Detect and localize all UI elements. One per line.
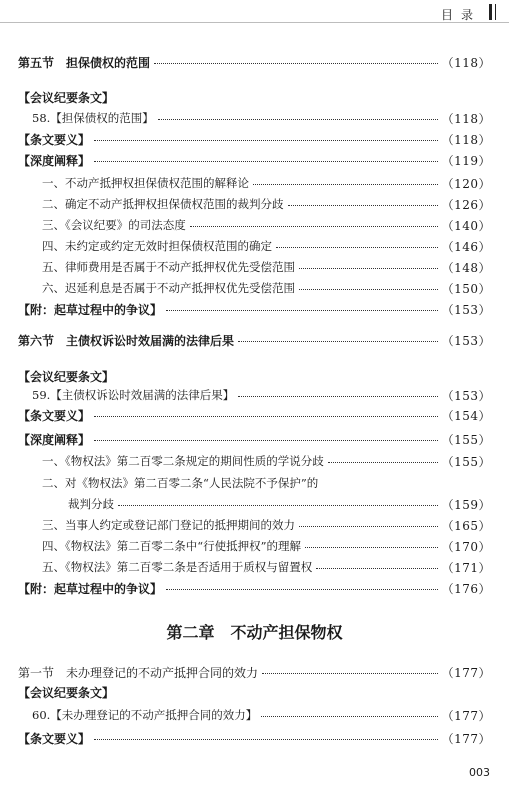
toc-entry[interactable] bbox=[18, 429, 491, 449]
toc-entry-page: （165） bbox=[441, 518, 491, 533]
toc-entry-page: （155） bbox=[441, 454, 491, 469]
toc-entry-title: 【深度阐释】 bbox=[18, 153, 91, 168]
toc-entry-title: 二、确定不动产抵押权担保债权范围的裁判分歧 bbox=[42, 197, 284, 211]
toc-entry-title: 58.【担保债权的范围】 bbox=[32, 111, 154, 125]
header-thick-bar bbox=[489, 4, 492, 20]
dot-leader bbox=[299, 289, 438, 290]
dot-leader bbox=[238, 396, 437, 397]
toc-entry[interactable] bbox=[18, 194, 491, 214]
toc-entry-title: 【条文要义】 bbox=[18, 408, 91, 423]
toc-entry[interactable] bbox=[18, 129, 491, 149]
toc-entry-page: （159） bbox=[441, 497, 491, 512]
toc-entry-page: （148） bbox=[441, 260, 491, 275]
dot-leader bbox=[166, 589, 438, 590]
toc-entry[interactable] bbox=[18, 494, 491, 514]
dot-leader bbox=[190, 226, 438, 227]
dot-leader bbox=[118, 505, 438, 506]
toc-entry-title: 【深度阐释】 bbox=[18, 432, 91, 447]
toc-entry[interactable] bbox=[18, 578, 491, 598]
chapter-number: 第二章 bbox=[166, 623, 215, 642]
toc-entry-page: （153） bbox=[441, 302, 491, 317]
toc-entry-title: 【条文要义】 bbox=[18, 132, 91, 147]
dot-leader bbox=[305, 547, 438, 548]
toc-entry-page: （176） bbox=[441, 581, 491, 596]
toc-entry[interactable] bbox=[18, 515, 491, 535]
toc-entry[interactable] bbox=[18, 705, 491, 725]
toc-entry-title: 二、对《物权法》第二百零二条“人民法院不予保护”的 bbox=[42, 476, 319, 490]
toc-entry-title: 【附：起草过程中的争议】 bbox=[18, 581, 163, 596]
toc-entry[interactable] bbox=[18, 473, 491, 493]
dot-leader bbox=[94, 739, 438, 740]
dot-leader bbox=[94, 416, 438, 417]
toc-entry-page: （177） bbox=[441, 731, 491, 746]
toc-entry[interactable] bbox=[18, 728, 491, 748]
dot-leader bbox=[262, 673, 438, 674]
toc-entry-title: 一、不动产抵押权担保债权范围的解释论 bbox=[42, 176, 249, 190]
toc-entry-page: （118） bbox=[441, 111, 491, 126]
dot-leader bbox=[288, 205, 438, 206]
toc-entry-title: 五、《物权法》第二百零二条是否适用于质权与留置权 bbox=[42, 560, 313, 574]
header-thin-bar bbox=[495, 4, 496, 20]
toc-entry-page: （177） bbox=[441, 665, 491, 680]
dot-leader bbox=[94, 140, 438, 141]
toc-entry[interactable] bbox=[18, 52, 491, 72]
toc-entry-page: （154） bbox=[441, 408, 491, 423]
dot-leader bbox=[154, 63, 438, 64]
toc-entry-page: （146） bbox=[441, 239, 491, 254]
toc-entry[interactable] bbox=[18, 150, 491, 170]
toc-entry[interactable] bbox=[18, 173, 491, 193]
toc-entry-title: 【会议纪要条文】 bbox=[18, 369, 115, 384]
toc-entry-page: （153） bbox=[441, 333, 491, 348]
toc-entry-title: 第五节 担保债权的范围 bbox=[18, 55, 151, 70]
dot-leader bbox=[316, 568, 437, 569]
toc-entry-page: （153） bbox=[441, 388, 491, 403]
chapter-title: 不动产担保物权 bbox=[230, 623, 343, 642]
toc-entry-page: （170） bbox=[441, 539, 491, 554]
toc-entry[interactable] bbox=[18, 108, 491, 128]
toc-entry[interactable] bbox=[18, 662, 491, 682]
dot-leader bbox=[166, 310, 438, 311]
dot-leader bbox=[276, 247, 438, 248]
dot-leader bbox=[238, 341, 438, 342]
toc-entry[interactable] bbox=[18, 87, 491, 107]
toc-entry-page: （140） bbox=[441, 218, 491, 233]
header-label: 目录 bbox=[440, 8, 481, 22]
toc-entry-title: 五、律师费用是否属于不动产抵押权优先受偿范围 bbox=[42, 260, 295, 274]
toc-entry-page: （155） bbox=[441, 432, 491, 447]
toc-entry-page: （119） bbox=[441, 153, 491, 168]
dot-leader bbox=[299, 526, 438, 527]
toc-entry[interactable] bbox=[18, 682, 491, 702]
toc-entry-title: 四、《物权法》第二百零二条中“行使抵押权”的理解 bbox=[42, 539, 302, 553]
toc-entry[interactable] bbox=[18, 557, 491, 577]
dot-leader bbox=[253, 184, 438, 185]
toc-entry[interactable] bbox=[18, 236, 491, 256]
toc-entry-title: 59.【主债权诉讼时效届满的法律后果】 bbox=[32, 388, 235, 402]
toc-entry-page: （150） bbox=[441, 281, 491, 296]
toc-entry[interactable] bbox=[18, 536, 491, 556]
header-rule bbox=[0, 22, 509, 23]
toc-entry-page: （126） bbox=[441, 197, 491, 212]
page-number: 003 bbox=[469, 766, 490, 779]
toc-entry-title: 三、当事人约定或登记部门登记的抵押期间的效力 bbox=[42, 518, 295, 532]
toc-entry-title: 第六节 主债权诉讼时效届满的法律后果 bbox=[18, 333, 235, 348]
toc-entry-title: 【会议纪要条文】 bbox=[18, 90, 115, 105]
toc-entry[interactable] bbox=[18, 451, 491, 471]
toc-entry[interactable] bbox=[18, 385, 491, 405]
toc-entry-title: 一、《物权法》第二百零二条规定的期间性质的学说分歧 bbox=[42, 454, 324, 468]
toc-entry-title: 【会议纪要条文】 bbox=[18, 685, 115, 700]
toc-entry-title: 六、迟延利息是否属于不动产抵押权优先受偿范围 bbox=[42, 281, 295, 295]
toc-entry[interactable] bbox=[18, 257, 491, 277]
toc-entry-page: （118） bbox=[441, 132, 491, 147]
toc-entry-page: （177） bbox=[441, 708, 491, 723]
toc-entry-title: 【附：起草过程中的争议】 bbox=[18, 302, 163, 317]
dot-leader bbox=[94, 440, 438, 441]
toc-entry[interactable] bbox=[18, 366, 491, 386]
toc-entry[interactable] bbox=[18, 215, 491, 235]
toc-entry-title: 三、《会议纪要》的司法态度 bbox=[42, 218, 186, 232]
toc-entry[interactable] bbox=[18, 405, 491, 425]
chapter-heading bbox=[0, 620, 509, 643]
toc-entry-title: 第一节 未办理登记的不动产抵押合同的效力 bbox=[18, 665, 259, 680]
toc-entry-title: 60.【未办理登记的不动产抵押合同的效力】 bbox=[32, 708, 258, 722]
toc-entry-title: 裁判分歧 bbox=[68, 497, 114, 511]
dot-leader bbox=[328, 462, 438, 463]
toc-entry-title: 【条文要义】 bbox=[18, 731, 91, 746]
toc-entry-page: （171） bbox=[441, 560, 491, 575]
toc-entry[interactable] bbox=[18, 299, 491, 319]
dot-leader bbox=[299, 268, 438, 269]
dot-leader bbox=[94, 161, 438, 162]
toc-entry[interactable] bbox=[18, 330, 491, 350]
dot-leader bbox=[261, 716, 437, 717]
dot-leader bbox=[158, 119, 438, 120]
toc-entry-page: （118） bbox=[441, 55, 491, 70]
toc-entry[interactable] bbox=[18, 278, 491, 298]
toc-entry-page: （120） bbox=[441, 176, 491, 191]
toc-entry-title: 四、未约定或约定无效时担保债权范围的确定 bbox=[42, 239, 272, 253]
